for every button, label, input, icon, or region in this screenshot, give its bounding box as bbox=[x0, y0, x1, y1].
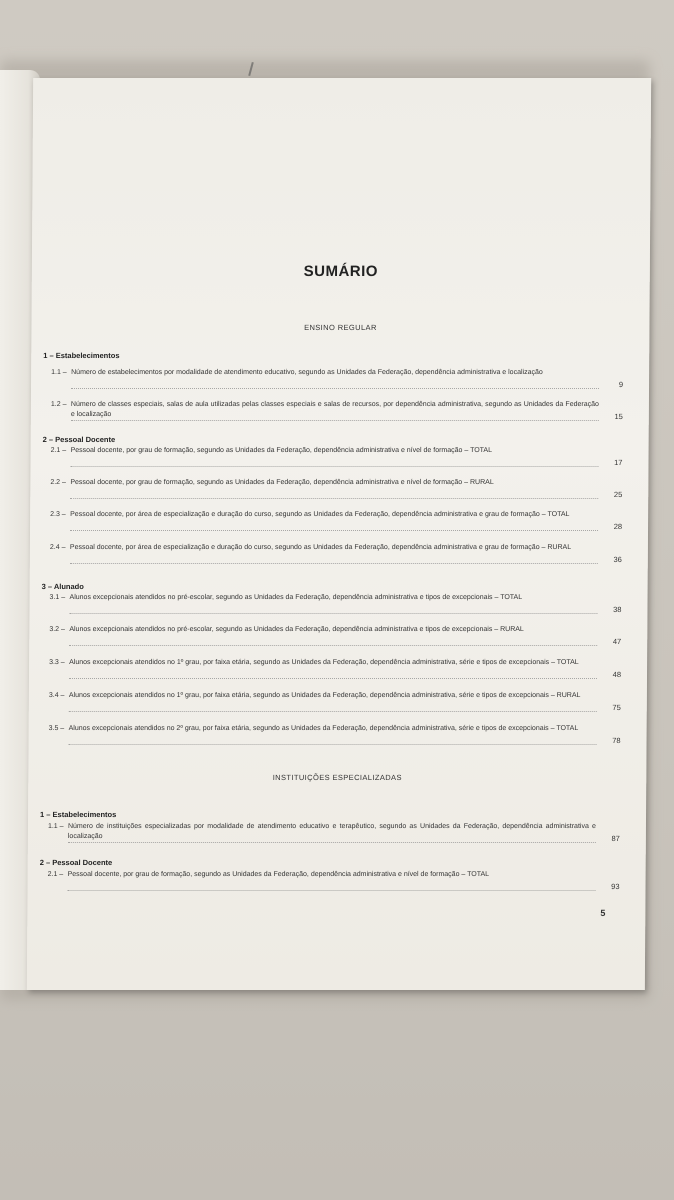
toc-entry-title: Número de estabelecimentos por modalidade de atendimento educativo, segundo as Unidades da Federação, dependência administrativa e localização bbox=[71, 369, 543, 376]
toc-entry[interactable] bbox=[42, 543, 622, 565]
page-title: SUMÁRIO bbox=[303, 263, 379, 280]
toc-entry-number: 3.3 – bbox=[49, 659, 65, 666]
toc-entry-page: 25 bbox=[613, 490, 623, 499]
toc-entry-title: Pessoal docente, por grau de formação, segundo as Unidades da Federação, dependência administrativa e nível de formação – RURAL bbox=[70, 479, 494, 486]
toc-entry[interactable] bbox=[41, 625, 621, 647]
leader-dots bbox=[68, 890, 596, 891]
toc-entry-title: Número de classes especiais, salas de aula utilizadas pelas classes especiais e salas de recursos, por dependência administrativa, segundo as Unidades da Federação e localização bbox=[70, 401, 599, 418]
document-page bbox=[27, 78, 651, 990]
section-heading: INSTITUIÇÕES ESPECIALIZADAS bbox=[272, 773, 402, 782]
toc-entry-title: Pessoal docente, por área de especialização e duração do curso, segundo as Unidades da Federação, dependência administrativa e grau de formação – RURAL bbox=[69, 544, 572, 551]
group-heading: 1 – Estabelecimentos bbox=[40, 810, 117, 819]
page-number: 5 bbox=[600, 908, 606, 918]
toc-entry-page: 93 bbox=[611, 882, 620, 891]
page-content bbox=[27, 78, 651, 990]
toc-entry[interactable] bbox=[43, 368, 623, 390]
toc-entry-page: 78 bbox=[612, 736, 621, 745]
leader-dots bbox=[70, 466, 598, 467]
toc-entry[interactable] bbox=[42, 446, 622, 468]
toc-entry-number: 1.2 – bbox=[50, 401, 67, 408]
toc-entry-title: Alunos excepcionais atendidos no 2º grau, por faixa etária, segundo as Unidades da Federação, dependência administrativa, série e tipos de excepcionais – TOTAL bbox=[68, 725, 579, 732]
toc-entry-title: Alunos excepcionais atendidos no 1º grau, por faixa etária, segundo as Unidades da Federação, dependência administrativa, série e tipos de excepcionais – RURAL bbox=[68, 692, 581, 699]
toc-entry-title: Alunos excepcionais atendidos no pré-escolar, segundo as Unidades da Federação, dependência administrativa e tipos de excepcionais – TOTAL bbox=[69, 594, 523, 601]
toc-entry-page: 17 bbox=[614, 458, 623, 467]
toc-entry-number: 2.4 – bbox=[49, 544, 66, 551]
toc-entry-page: 87 bbox=[611, 834, 620, 843]
group-heading: 2 – Pessoal Docente bbox=[42, 435, 116, 444]
leader-dots bbox=[70, 563, 598, 564]
leader-dots bbox=[69, 744, 597, 745]
leader-dots bbox=[70, 530, 598, 531]
toc-entry-title: Alunos excepcionais atendidos no pré-escolar, segundo as Unidades da Federação, dependência administrativa e tipos de excepcionais – RURAL bbox=[69, 626, 524, 633]
toc-entry-page: 9 bbox=[618, 380, 624, 389]
toc-entry[interactable] bbox=[40, 870, 620, 892]
leader-dots bbox=[69, 645, 597, 646]
toc-entry-number: 1.1 – bbox=[47, 823, 64, 830]
toc-entry-page: 28 bbox=[613, 522, 623, 531]
toc-entry-page: 75 bbox=[612, 703, 621, 712]
toc-entry-title: Pessoal docente, por área de especialização e duração do curso, segundo as Unidades da Federação, dependência administrativa e grau de formação – TOTAL bbox=[70, 511, 570, 518]
toc-entry-page: 38 bbox=[613, 605, 622, 614]
toc-entry-page: 47 bbox=[612, 637, 622, 646]
toc-entry-page: 36 bbox=[613, 555, 622, 564]
leader-dots bbox=[71, 420, 599, 421]
toc-entry-title: Número de instituições especializadas por modalidade de atendimento educativo e terapêutico, segundo as Unidades da Federação, dependência administrativa e localização bbox=[67, 823, 596, 840]
toc-entry[interactable] bbox=[42, 478, 622, 500]
leader-dots bbox=[69, 711, 597, 712]
toc-entry-page: 48 bbox=[612, 670, 622, 679]
leader-dots bbox=[68, 842, 596, 843]
toc-entry-number: 2.1 – bbox=[50, 447, 67, 454]
toc-entry[interactable] bbox=[41, 691, 621, 713]
leader-dots bbox=[69, 678, 597, 679]
toc-entry[interactable] bbox=[42, 510, 622, 532]
toc-entry-number: 1.1 – bbox=[51, 369, 67, 376]
toc-entry-page: 15 bbox=[614, 412, 623, 421]
section-heading: ENSINO REGULAR bbox=[304, 323, 377, 332]
toc-entry-number: 3.4 – bbox=[48, 692, 65, 699]
toc-entry-title: Pessoal docente, por grau de formação, segundo as Unidades da Federação, dependência administrativa e nível de formação – TOTAL bbox=[70, 447, 493, 454]
group-heading: 2 – Pessoal Docente bbox=[39, 858, 113, 867]
toc-entry-number: 3.1 – bbox=[49, 594, 66, 601]
toc-entry-number: 2.3 – bbox=[50, 511, 66, 518]
leader-dots bbox=[71, 388, 599, 389]
leader-dots bbox=[70, 498, 598, 499]
leader-dots bbox=[69, 613, 597, 614]
toc-entry[interactable] bbox=[41, 724, 621, 746]
toc-entry-number: 3.2 – bbox=[49, 626, 65, 633]
group-heading: 1 – Estabelecimentos bbox=[43, 351, 120, 360]
toc-entry-title: Alunos excepcionais atendidos no 1º grau, por faixa etária, segundo as Unidades da Federação, dependência administrativa, série e tipos de excepcionais – TOTAL bbox=[69, 659, 579, 666]
toc-entry-title: Pessoal docente, por grau de formação, segundo as Unidades da Federação, dependência administrativa e nível de formação – TOTAL bbox=[67, 871, 490, 878]
toc-entry[interactable] bbox=[43, 400, 623, 422]
group-heading: 3 – Alunado bbox=[41, 582, 84, 591]
toc-entry-number: 3.5 – bbox=[48, 725, 65, 732]
toc-entry[interactable] bbox=[41, 658, 621, 680]
toc-entry[interactable] bbox=[40, 822, 620, 844]
toc-entry[interactable] bbox=[41, 593, 621, 615]
toc-entry-number: 2.1 – bbox=[47, 871, 64, 878]
toc-entry-number: 2.2 – bbox=[50, 479, 66, 486]
